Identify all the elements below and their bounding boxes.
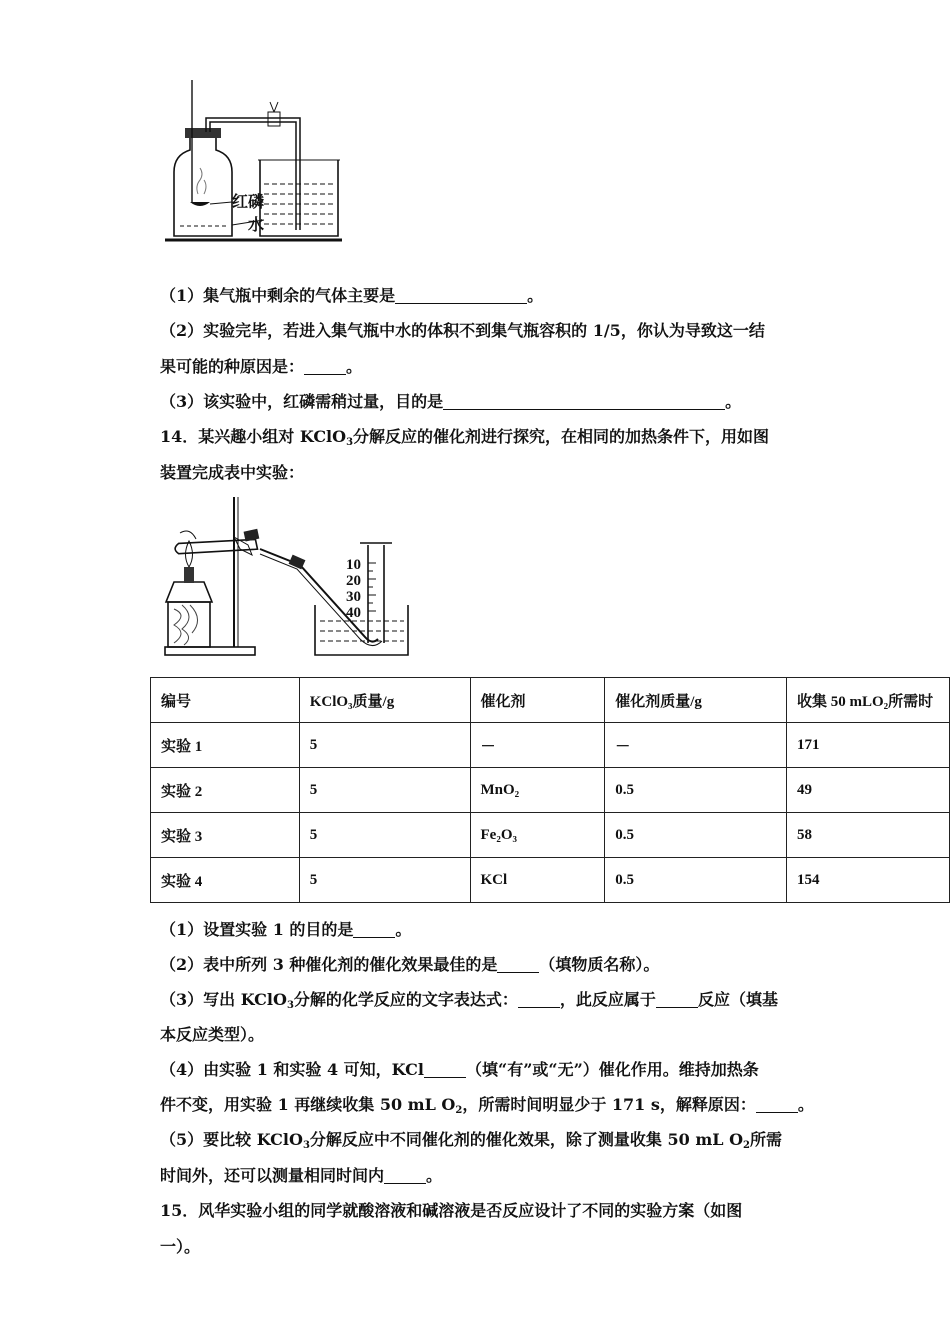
table-header-cell: 催化剂 (470, 678, 605, 723)
water-label: 水 (248, 215, 265, 234)
table-cell: 实验 1 (151, 723, 300, 768)
q13-part3: （3）该实验中，红磷需稍过量，目的是 。 (160, 392, 742, 411)
table-cell: MnO₂ (470, 768, 605, 813)
table-row (151, 723, 950, 768)
q14-stem-line1: 14．某兴趣小组对 KClO$_3$分解反应的催化剂进行探究，在相同的加热条件下，用如图 (160, 427, 770, 448)
q14-part5-line2: 时间外，还可以测量相同时间内 。 (160, 1166, 443, 1185)
q14-part4-line1: （4）由实验 1 和实验 4 可知，KCl （填“有”或“无”）催化作用。维持加热条 (160, 1060, 759, 1079)
answer-blank[interactable] (424, 1061, 466, 1078)
table-cell: 实验 4 (151, 858, 300, 903)
table-cell: Fe₂O₃ (470, 813, 605, 858)
q13-part2-line1: （2）实验完毕，若进入集气瓶中水的体积不到集气瓶容积的 1/5，你认为导致这一结 (160, 321, 765, 340)
experiment-table (150, 677, 950, 903)
table-header-cell: 收集 50 mLO₂所需时 (787, 678, 950, 723)
table-cell: 58 (787, 813, 950, 858)
table-row (151, 768, 950, 813)
phosphorus-label: 红磷 (232, 192, 265, 211)
table-cell: 5 (299, 723, 470, 768)
answer-blank[interactable] (443, 393, 725, 410)
table-cell: 5 (299, 813, 470, 858)
tick-label: 30 (346, 589, 361, 605)
q14-part3-line1: （3）写出 KClO$_3$分解的化学反应的文字表达式： ，此反应属于 反应（填基 (160, 990, 778, 1011)
answer-blank[interactable] (756, 1096, 798, 1113)
table-cell: 0.5 (605, 768, 787, 813)
table-row (151, 858, 950, 903)
q14-part1: （1）设置实验 1 的目的是 。 (160, 920, 412, 939)
table-cell: 5 (299, 858, 470, 903)
q15-line2: 一）。 (160, 1237, 201, 1256)
q14-part5-line1: （5）要比较 KClO$_3$分解反应中不同催化剂的催化效果，除了测量收集 50 mL $O_2$所需 (160, 1130, 782, 1151)
answer-blank[interactable] (395, 287, 527, 304)
q15-line1: 15．风华实验小组的同学就酸溶液和碱溶液是否反应设计了不同的实验方案（如图 (160, 1201, 743, 1220)
table-cell: － (605, 723, 787, 768)
table-header-cell: KClO₃质量/g (299, 678, 470, 723)
tick-label: 10 (346, 557, 361, 573)
q14-part2: （2）表中所列 3 种催化剂的催化效果最佳的是 （填物质名称）。 (160, 955, 660, 974)
table-cell: 0.5 (605, 858, 787, 903)
table-row (151, 813, 950, 858)
table-cell: KCl (470, 858, 605, 903)
apparatus-figure-2 (160, 497, 410, 662)
q13-part2-line2: 果可能的种原因是： 。 (160, 357, 363, 376)
table-cell: 0.5 (605, 813, 787, 858)
table-cell: 171 (787, 723, 950, 768)
table-header-cell: 编号 (151, 678, 300, 723)
table-cell: 实验 2 (151, 768, 300, 813)
q14-part3-line2: 本反应类型）。 (160, 1025, 265, 1044)
answer-blank[interactable] (353, 921, 395, 938)
answer-blank[interactable] (384, 1167, 426, 1184)
answer-blank[interactable] (497, 956, 539, 973)
table-header-cell: 催化剂质量/g (605, 678, 787, 723)
table-cell: 154 (787, 858, 950, 903)
q13-part1: （1）集气瓶中剩余的气体主要是 。 (160, 286, 544, 305)
q14-part4-line2: 件不变，用实验 1 再继续收集 50 mL $O_2$，所需时间明显少于 171 s，解释原因： 。 (160, 1095, 814, 1116)
tick-label: 20 (346, 573, 361, 589)
apparatus-figure-1 (160, 80, 350, 245)
tick-label: 40 (346, 605, 361, 621)
answer-blank[interactable] (518, 991, 560, 1008)
table-cell: 5 (299, 768, 470, 813)
table-cell: 实验 3 (151, 813, 300, 858)
q14-stem-line2: 装置完成表中实验： (160, 463, 305, 482)
answer-blank[interactable] (656, 991, 698, 1008)
table-cell: － (470, 723, 605, 768)
table-cell: 49 (787, 768, 950, 813)
answer-blank[interactable] (304, 358, 346, 375)
table-header-row (151, 678, 950, 723)
